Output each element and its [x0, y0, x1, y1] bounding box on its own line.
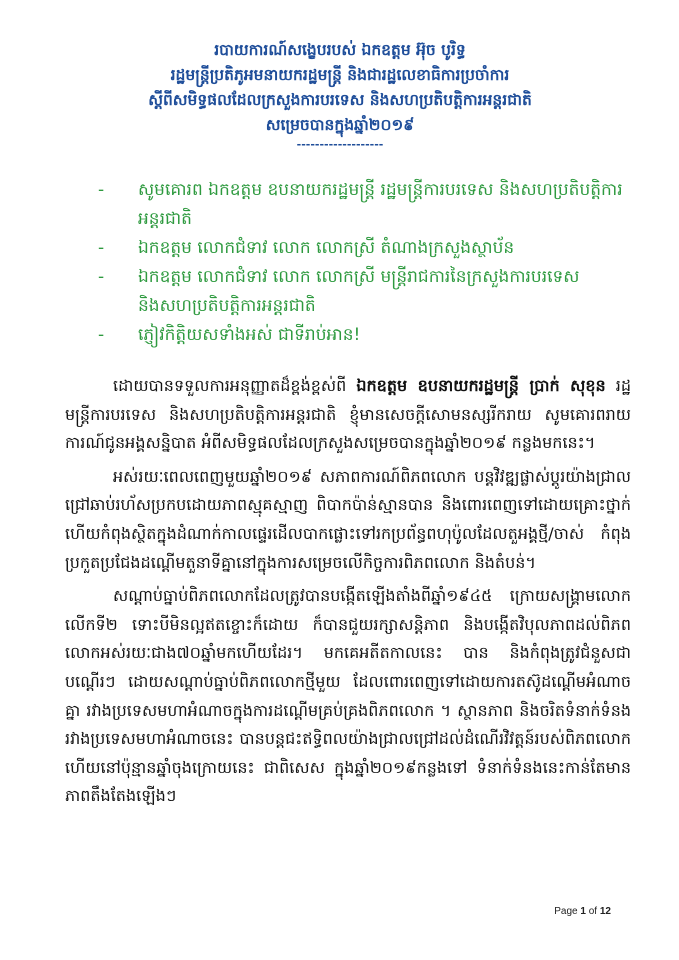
greeting-item [98, 234, 638, 263]
greeting-list [98, 176, 638, 350]
paragraph-1 [65, 372, 631, 458]
greeting-item [98, 321, 638, 350]
title-line-2: រដ្ឋមន្ត្រីប្រតិភូអមនាយករដ្ឋមន្ត្រី និងជារដ្ឋលេខាធិការប្រចាំការ [170, 66, 510, 84]
greeting-dash: - [98, 325, 105, 345]
greeting-dash: - [98, 180, 105, 200]
paragraph-1-intro: ដោយបានទទួលការអនុញ្ញាតដ៏ខ្ពង់ខ្ពស់ពី [113, 376, 357, 395]
body-text [65, 372, 631, 816]
page-current: 1 [580, 906, 586, 917]
greeting-item [98, 263, 638, 321]
document-title [60, 38, 620, 152]
greeting-dash: - [98, 238, 105, 258]
paragraph-1-rest: រដ្ឋមន្ត្រីការបរទេស និងសហប្រតិបត្តិការអន្តរជាតិ ខ្ញុំមានសេចក្តីសោមនស្សរីករាយ សូមគោរពរាយការណ៍ជូនអង្គសន្និបាត អំពីសមិទ្ធផលដែលក្រសួងសម្រេចបានក្នុងឆ្នាំ២០១៩ កន្លងមកនេះ។ [65, 376, 631, 453]
page-label: Page [554, 906, 578, 917]
title-line-3: ស្តីពីសមិទ្ធផលដែលក្រសួងការបរទេស និងសហប្រតិបត្តិការអន្តរជាតិ [148, 91, 532, 109]
greeting-dash: - [98, 267, 105, 287]
greeting-text: សូមគោរព ឯកឧត្តម ឧបនាយករដ្ឋមន្ត្រី រដ្ឋមន្ត្រីការបរទេស និងសហប្រតិបត្តិការអន្តរជាតិ [138, 180, 623, 229]
greeting-text: ភ្ញៀវកិត្តិយសទាំងអស់ ជាទីរាប់អាន! [138, 325, 361, 345]
greeting-text: ឯកឧត្តម លោកជំទាវ លោក លោកស្រី តំណាងក្រសួងស្ថាប័ន [138, 238, 515, 258]
page-number [554, 906, 611, 917]
paragraph-2: អស់រយៈពេលពេញមួយឆ្នាំ២០១៩ សភាពការណ៍ពិភពលោក បន្តវិវឌ្ឍផ្លាស់ប្តូរយ៉ាងជ្រាលជ្រៅឆាប់រហ័សប្រកបដោយភាពស្មុគស្មាញ ពិបាកប៉ាន់ស្មានបាន និងពោរពេញទៅដោយគ្រោះថ្នាក់ ហើយកំពុងស្ថិតក្នុងដំណាក់កាលផ្ទេរដើលបាកផ្លោះទៅរកប្រព័ន្ធពហុប៉ូលដែលតួអង្គថ្មី/ចាស់ កំពុងប្រកួតប្រជែងដណ្តើមតួនាទីគ្នានៅក្នុងការសម្រេចលើកិច្ចការពិភពលោក និងតំបន់។ [65, 466, 631, 572]
paragraph-3: សណ្តាប់ធ្នាប់ពិភពលោកដែលត្រូវបានបង្កើតឡើងតាំងពីឆ្នាំ១៩៤៥ ក្រោយសង្គ្រាមលោកលើកទី២ ទោះបីមិនល្អឥតខ្ចោះក៏ដោយ ក៏បានជួយរក្សាសន្តិភាព និងបង្កើតវិបុលភាពដល់ពិភពលោកអស់រយៈជាង៧០ឆ្នាំមកហើយដែរ។ មកគេអតីតកាលនេះ បាន និងកំពុងត្រូវជំនួសជាបណ្តើរៗ ដោយសណ្តាប់ធ្នាប់ពិភពលោកថ្មីមួយ ដែលពោរពេញទៅដោយការតស៊ូដណ្តើមអំណាចគ្នា រវាងប្រទេសមហាអំណាចក្នុងការដណ្តើមគ្រប់គ្រងពិភពលោក ។ ស្ថានភាព និងចរិតទំនាក់ទំនងរវាងប្រទេសមហាអំណាចនេះ បានបន្តជះឥទ្ធិពលយ៉ាងជ្រាលជ្រៅដល់ដំណើរវិវត្តន៍របស់ពិភពលោក ហើយនៅប៉ុន្មានឆ្នាំចុងក្រោយនេះ ជាពិសេស ក្នុងឆ្នាំ២០១៩កន្លងទៅ ទំនាក់ទំនងនេះកាន់តែមានភាពតឹងតែងឡើងៗ [65, 586, 631, 806]
page-total: 12 [599, 906, 611, 917]
title-line-1: របាយការណ៍សង្ខេបរបស់ ឯកឧត្តម អ៊ុច បូរិទ្ធ [214, 41, 466, 59]
paragraph-1-emphasis: ឯកឧត្តម ឧបនាយករដ្ឋមន្ត្រី ប្រាក់ សុខុន [356, 376, 606, 395]
title-divider: ------------------- [296, 138, 384, 151]
greeting-item [98, 176, 638, 234]
page-of-label: of [588, 906, 598, 917]
title-line-4: សម្រេចបានក្នុងឆ្នាំ២០១៩ [265, 116, 415, 134]
greeting-text: ឯកឧត្តម លោកជំទាវ លោក លោកស្រី មន្ត្រីរាជការនៃក្រសួងការបរទេស និងសហប្រតិបត្តិការអន្តរជាតិ [138, 267, 580, 316]
